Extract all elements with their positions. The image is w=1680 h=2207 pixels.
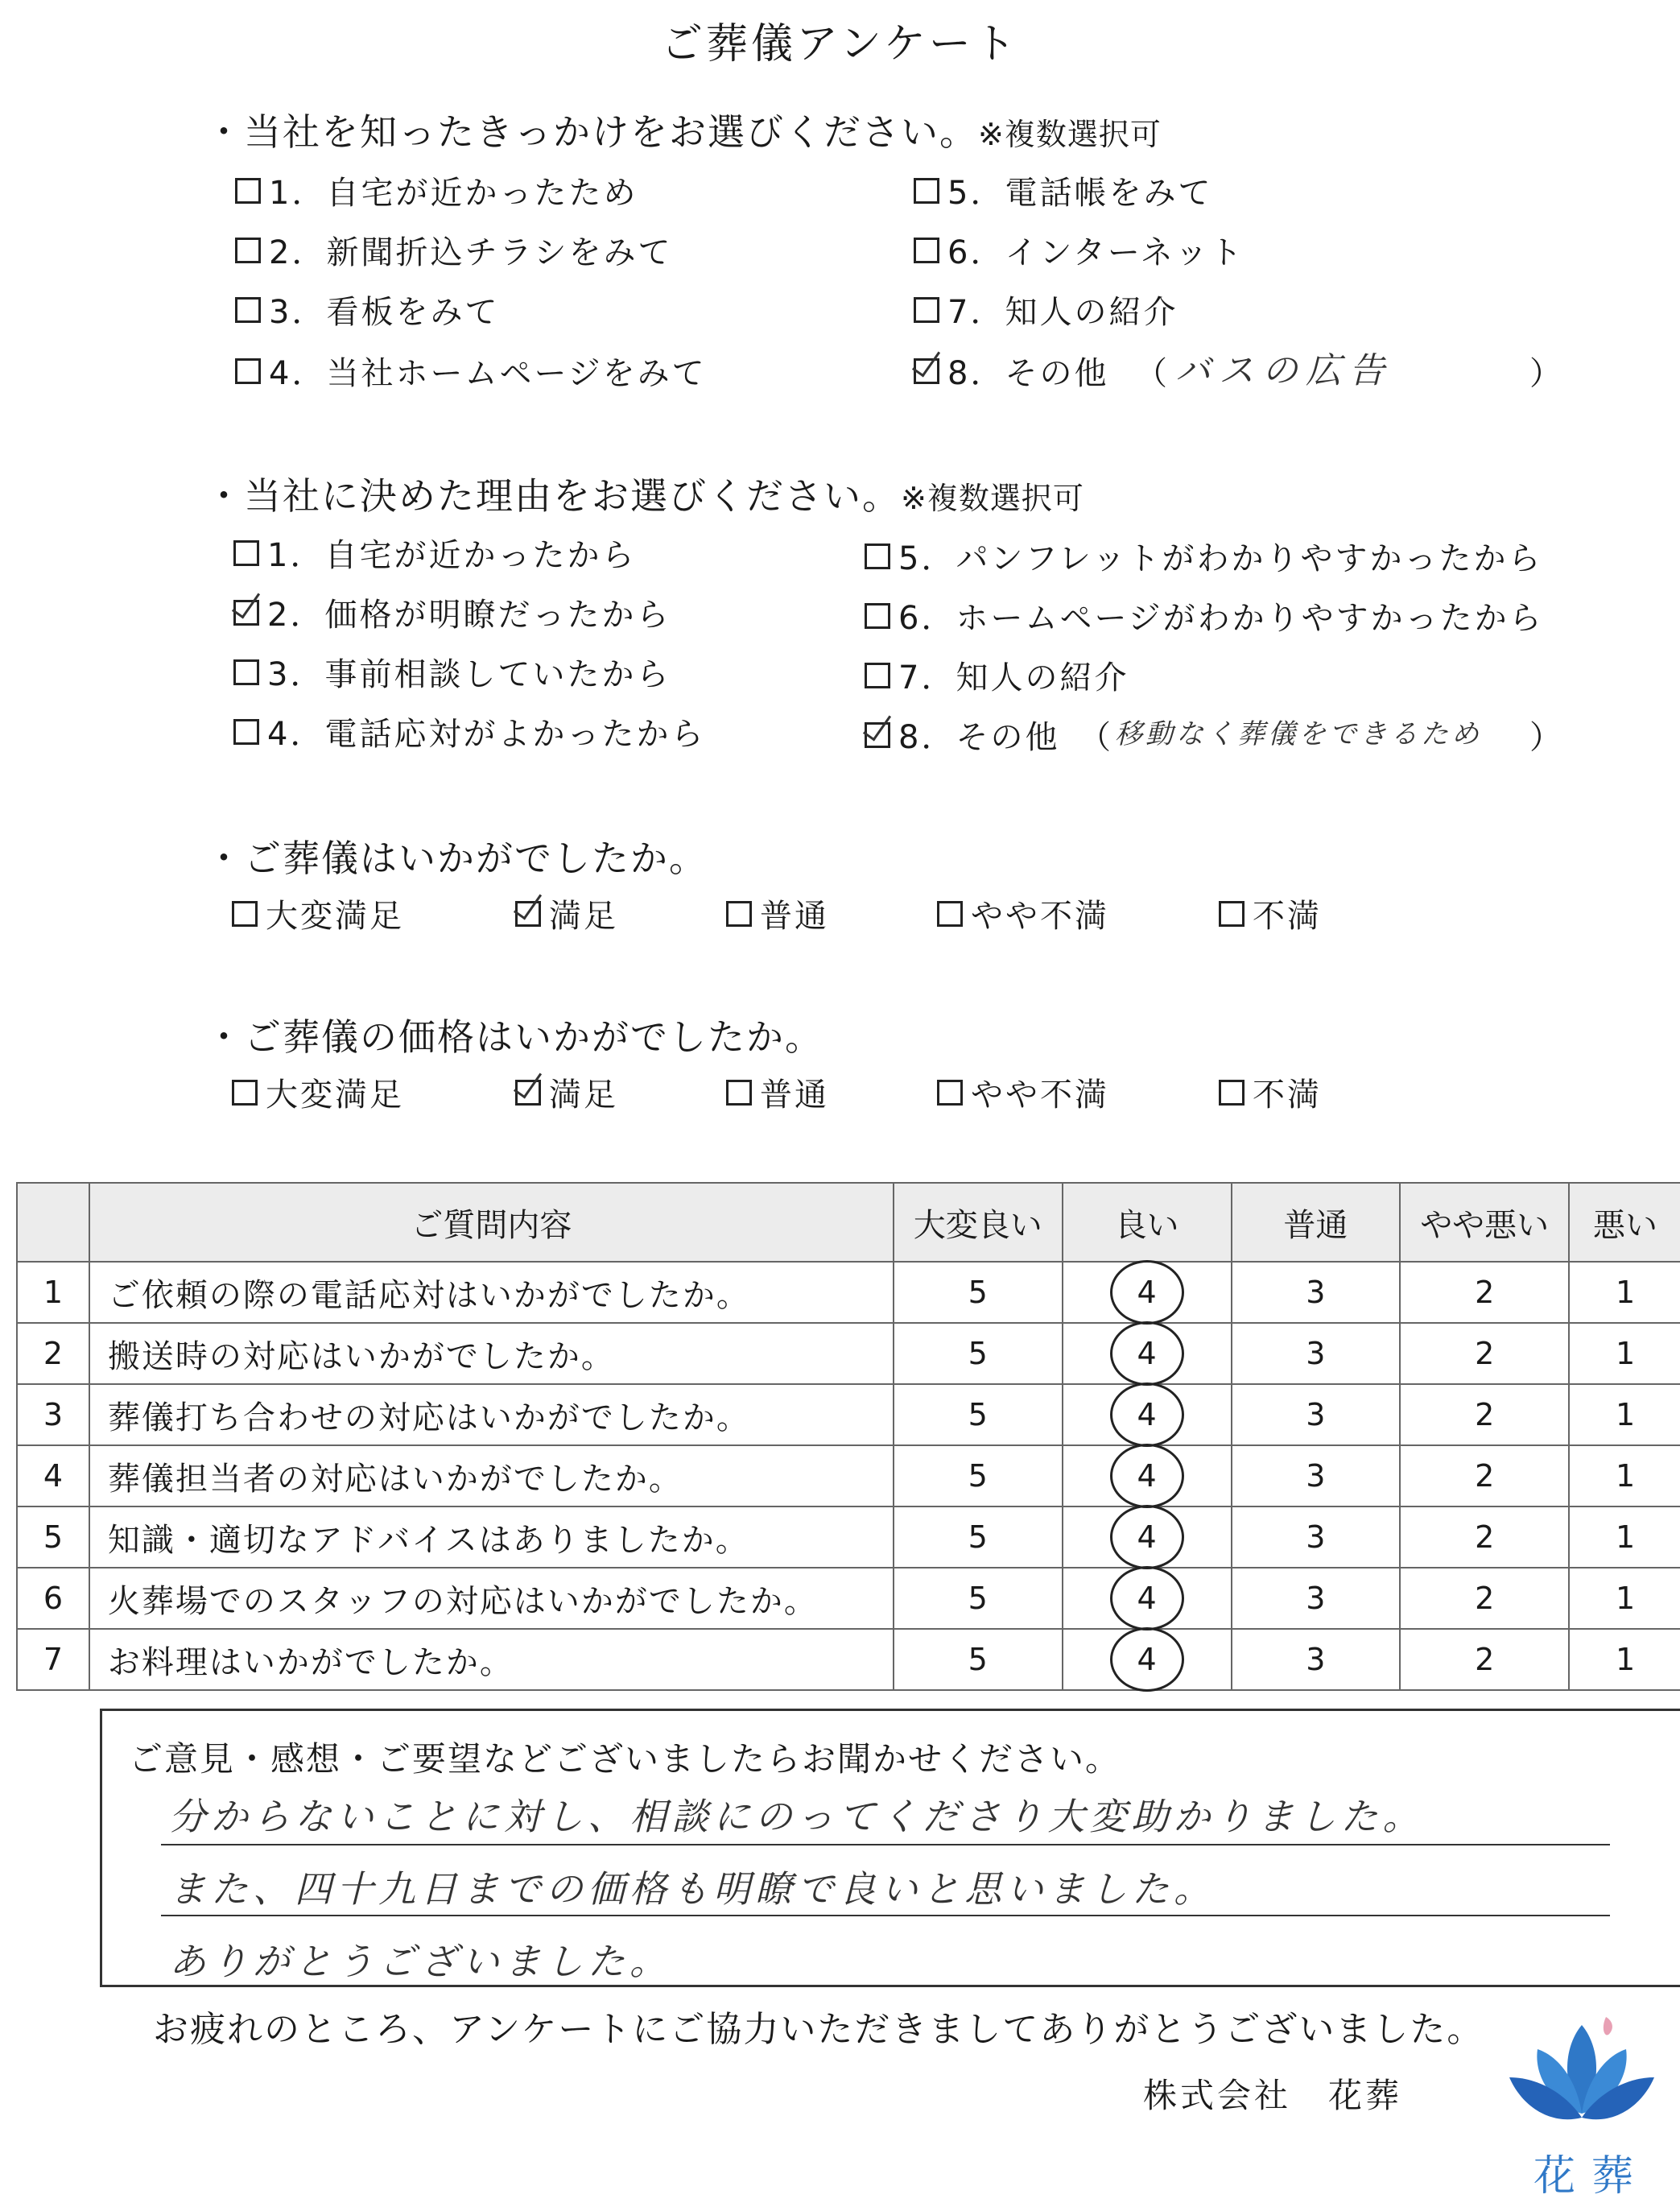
row-number: 3 (17, 1384, 89, 1445)
row-question: ご依頼の際の電話応対はいかがでしたか。 (89, 1262, 894, 1323)
row-question: 葬儀担当者の対応はいかがでしたか。 (89, 1445, 894, 1506)
checkbox[interactable] (726, 901, 752, 927)
checkbox[interactable] (235, 297, 261, 323)
rating-3[interactable]: 3 (1232, 1384, 1401, 1445)
rating-5[interactable]: 5 (894, 1262, 1063, 1323)
rating-2[interactable]: 2 (1400, 1323, 1569, 1384)
q1-option-3-label: 3．看板をみて (269, 294, 500, 331)
checkbox-checked[interactable] (914, 358, 939, 384)
thank-you-message: お疲れのところ、アンケートにご協力いただきましてありがとうございました。 (153, 2009, 1484, 2050)
q1-option-5[interactable] (914, 167, 1212, 213)
q1-option-2-label: 2．新聞折込チラシをみて (269, 234, 673, 271)
rating-5[interactable]: 5 (894, 1568, 1063, 1629)
q3-option-label: 不満 (1253, 898, 1322, 935)
row-number: 4 (17, 1445, 89, 1506)
rating-2[interactable]: 2 (1400, 1384, 1569, 1445)
checkbox[interactable] (235, 238, 261, 263)
q1-option-1[interactable] (235, 167, 638, 213)
q1-option-4-label: 4．当社ホームページをみて (269, 355, 707, 392)
row-number: 2 (17, 1323, 89, 1384)
rating-1[interactable]: 1 (1569, 1323, 1680, 1384)
q4-option-neutral[interactable] (726, 1069, 829, 1115)
q4-option-label: 満足 (549, 1077, 618, 1114)
comment-line-1: 分からないことに対し、相談にのってくださり大変助かりました。 (169, 1795, 1425, 1838)
q4-option-very-satisfied[interactable] (232, 1069, 404, 1115)
q2-option-7-label: 7．知人の紹介 (898, 659, 1129, 696)
table-header-bad: 悪い (1569, 1183, 1680, 1262)
q1-option-5-label: 5．電話帳をみて (947, 175, 1213, 212)
q3-option-very-satisfied[interactable] (232, 891, 404, 936)
q2-option-8[interactable] (865, 712, 1059, 758)
rating-2[interactable]: 2 (1400, 1506, 1569, 1568)
rating-4-cell[interactable] (1063, 1262, 1232, 1323)
comment-line-2: また、四十九日までの価格も明瞭で良いと思いました。 (169, 1867, 1216, 1911)
q4-option-somewhat-dissatisfied[interactable] (937, 1069, 1109, 1115)
q3-option-label: 普通 (760, 898, 829, 935)
q2-heading-text: ・当社に決めた理由をお選びください。 (205, 474, 901, 518)
checkbox-checked[interactable] (233, 600, 259, 626)
table-header-good: 良い (1063, 1183, 1232, 1262)
row-number: 1 (17, 1262, 89, 1323)
rating-4-cell[interactable] (1063, 1568, 1232, 1629)
checkbox[interactable] (233, 540, 259, 566)
q3-option-label: やや不満 (971, 898, 1109, 935)
rating-3[interactable]: 3 (1232, 1323, 1401, 1384)
row-number: 5 (17, 1506, 89, 1568)
checkbox[interactable] (865, 663, 890, 688)
q1-option-4[interactable] (235, 348, 707, 394)
q4-option-dissatisfied[interactable] (1219, 1069, 1322, 1115)
rating-1[interactable]: 1 (1569, 1384, 1680, 1445)
q4-option-label: 不満 (1253, 1077, 1322, 1114)
table-header-row (17, 1183, 1680, 1262)
q2-option-4-label: 4．電話応対がよかったから (267, 716, 706, 753)
table-header-very-good: 大変良い (894, 1183, 1063, 1262)
rating-4-cell[interactable] (1063, 1506, 1232, 1568)
rating-3[interactable]: 3 (1232, 1506, 1401, 1568)
rating-4-circled[interactable]: 4 (1110, 1321, 1184, 1386)
checkbox[interactable] (914, 178, 939, 204)
q2-option-4[interactable] (233, 709, 705, 754)
q3-option-neutral[interactable] (726, 891, 829, 936)
checkbox[interactable] (232, 901, 258, 927)
rating-4-cell[interactable] (1063, 1384, 1232, 1445)
q2-other-close-paren: ） (1529, 719, 1562, 756)
rating-4-circled[interactable]: 4 (1110, 1505, 1184, 1569)
checkbox[interactable] (865, 543, 890, 569)
comment-line-3: ありがとうございました。 (169, 1940, 671, 1983)
q1-option-6[interactable] (914, 227, 1245, 273)
q4-heading: ・ご葬儀の価格はいかがでしたか。 (205, 1015, 823, 1059)
rating-2[interactable]: 2 (1400, 1629, 1569, 1690)
q2-option-2[interactable] (233, 589, 671, 635)
table-row (17, 1323, 1680, 1384)
q1-option-7[interactable] (914, 287, 1178, 333)
q3-option-satisfied[interactable] (515, 891, 618, 936)
table-row (17, 1262, 1680, 1323)
q1-other-close-paren: ） (1529, 355, 1562, 392)
q2-other-open-paren: （ (1079, 719, 1111, 756)
table-header-normal: 普通 (1232, 1183, 1401, 1262)
q3-option-dissatisfied[interactable] (1219, 891, 1322, 936)
rating-4-cell[interactable] (1063, 1629, 1232, 1690)
q1-note: ※複数選択可 (978, 117, 1162, 152)
q3-option-somewhat-dissatisfied[interactable] (937, 891, 1109, 936)
q4-option-label: やや不満 (971, 1077, 1109, 1114)
comments-heading: ご意見・感想・ご要望などございましたらお聞かせください。 (129, 1739, 1121, 1779)
checkbox[interactable] (914, 297, 939, 323)
q1-option-1-label: 1．自宅が近かったため (269, 175, 638, 212)
checkbox-checked[interactable] (865, 722, 890, 748)
row-question: 知識・適切なアドバイスはありましたか。 (89, 1506, 894, 1568)
q2-heading (205, 467, 1084, 520)
table-row (17, 1384, 1680, 1445)
q4-option-satisfied[interactable] (515, 1069, 618, 1115)
rating-4-circled[interactable]: 4 (1110, 1382, 1184, 1447)
table-row (17, 1445, 1680, 1506)
row-question: お料理はいかがでしたか。 (89, 1629, 894, 1690)
table-header-question: ご質問内容 (89, 1183, 894, 1262)
q1-heading-text: ・当社を知ったきっかけをお選びください。 (205, 110, 978, 154)
q1-other-open-paren: （ (1135, 355, 1167, 392)
q4-option-label: 普通 (760, 1077, 829, 1114)
checkbox-checked[interactable] (515, 1080, 541, 1106)
q1-option-7-label: 7．知人の紹介 (947, 294, 1178, 331)
q2-note: ※複数選択可 (901, 481, 1084, 516)
rating-4-circled[interactable]: 4 (1110, 1444, 1184, 1508)
rating-2[interactable]: 2 (1400, 1262, 1569, 1323)
rating-1[interactable]: 1 (1569, 1506, 1680, 1568)
checkbox[interactable] (233, 719, 259, 745)
table-row (17, 1629, 1680, 1690)
q2-option-1[interactable] (233, 530, 636, 576)
company-name: 株式会社 花葬 (1143, 2076, 1403, 2115)
q3-option-label: 満足 (549, 898, 618, 935)
q1-heading (205, 103, 1162, 156)
row-question: 葬儀打ち合わせの対応はいかがでしたか。 (89, 1384, 894, 1445)
q3-option-label: 大変満足 (266, 898, 404, 935)
q1-other-handwritten: バスの広告 (1175, 350, 1393, 391)
q2-option-8-label: 8．その他 (898, 719, 1060, 756)
checkbox-checked[interactable] (515, 901, 541, 927)
rating-2[interactable]: 2 (1400, 1445, 1569, 1506)
checkbox[interactable] (1219, 1080, 1245, 1106)
table-header-somewhat-bad: やや悪い (1400, 1183, 1569, 1262)
rating-3[interactable]: 3 (1232, 1262, 1401, 1323)
q1-option-8-label: 8．その他 (947, 355, 1109, 392)
rating-5[interactable]: 5 (894, 1445, 1063, 1506)
checkbox[interactable] (865, 603, 890, 629)
q2-other-handwritten: 移動なく葬儀をできるため (1115, 718, 1482, 750)
row-number: 6 (17, 1568, 89, 1629)
rating-3[interactable]: 3 (1232, 1445, 1401, 1506)
rating-2[interactable]: 2 (1400, 1568, 1569, 1629)
rating-4-cell[interactable] (1063, 1323, 1232, 1384)
q1-option-3[interactable] (235, 287, 499, 333)
rating-4-circled[interactable]: 4 (1110, 1260, 1184, 1325)
rating-1[interactable]: 1 (1569, 1629, 1680, 1690)
q1-option-8[interactable] (914, 348, 1108, 394)
q2-option-1-label: 1．自宅が近かったから (267, 537, 637, 574)
q2-option-6[interactable] (865, 593, 1544, 639)
page-title: ご葬儀アンケート (661, 20, 1019, 68)
comment-rule (161, 1844, 1610, 1845)
rating-5[interactable]: 5 (894, 1384, 1063, 1445)
table-header-no (17, 1183, 89, 1262)
q2-option-2-label: 2．価格が明瞭だったから (267, 597, 671, 634)
q2-option-7[interactable] (865, 652, 1129, 698)
q2-option-3[interactable] (233, 649, 671, 695)
rating-4-circled[interactable]: 4 (1110, 1627, 1184, 1692)
q2-option-5-label: 5．パンフレットがわかりやすかったから (898, 540, 1543, 577)
q2-option-6-label: 6．ホームページがわかりやすかったから (898, 600, 1544, 637)
row-question: 搬送時の対応はいかがでしたか。 (89, 1323, 894, 1384)
q1-option-6-label: 6．インターネット (947, 234, 1245, 271)
rating-3[interactable]: 3 (1232, 1629, 1401, 1690)
checkbox[interactable] (1219, 901, 1245, 927)
lotus-logo-icon (1505, 2009, 1658, 2138)
checkbox[interactable] (937, 901, 963, 927)
rating-5[interactable]: 5 (894, 1323, 1063, 1384)
q4-option-label: 大変満足 (266, 1077, 404, 1114)
row-question: 火葬場でのスタッフの対応はいかがでしたか。 (89, 1568, 894, 1629)
q2-option-3-label: 3．事前相談していたから (267, 656, 671, 693)
table-row (17, 1506, 1680, 1568)
rating-3[interactable]: 3 (1232, 1568, 1401, 1629)
checkbox[interactable] (232, 1080, 258, 1106)
checkbox[interactable] (235, 178, 261, 204)
rating-table (16, 1182, 1680, 1691)
rating-5[interactable]: 5 (894, 1629, 1063, 1690)
rating-1[interactable]: 1 (1569, 1262, 1680, 1323)
comment-rule (161, 1915, 1610, 1916)
checkbox[interactable] (726, 1080, 752, 1106)
table-row (17, 1568, 1680, 1629)
checkbox[interactable] (235, 358, 261, 384)
checkbox[interactable] (914, 238, 939, 263)
logo-text: 花葬 (1533, 2152, 1650, 2201)
rating-1[interactable]: 1 (1569, 1568, 1680, 1629)
q1-option-2[interactable] (235, 227, 672, 273)
q3-heading: ・ご葬儀はいかがでしたか。 (205, 837, 708, 880)
q2-option-5[interactable] (865, 533, 1542, 579)
rating-4-circled[interactable]: 4 (1110, 1566, 1184, 1630)
rating-4-cell[interactable] (1063, 1445, 1232, 1506)
checkbox[interactable] (233, 659, 259, 685)
rating-5[interactable]: 5 (894, 1506, 1063, 1568)
rating-1[interactable]: 1 (1569, 1445, 1680, 1506)
checkbox[interactable] (937, 1080, 963, 1106)
row-number: 7 (17, 1629, 89, 1690)
